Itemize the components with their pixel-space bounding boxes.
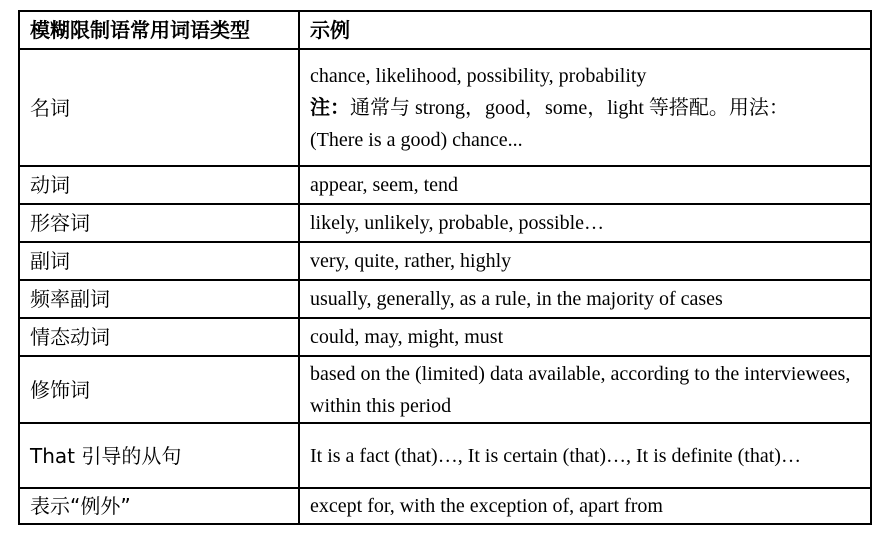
row-type: 表示“例外” <box>19 488 299 524</box>
row-type: 名词 <box>19 49 299 166</box>
row-example: It is a fact (that)…, It is certain (that)…, It is definite (that)… <box>299 423 871 488</box>
table-header-row <box>19 11 871 49</box>
table-row <box>19 318 871 356</box>
row-example: usually, generally, as a rule, in the majority of cases <box>299 280 871 318</box>
note-text: 通常与 strong，good，some，light 等搭配。用法： <box>350 96 789 119</box>
row-example: could, may, might, must <box>299 318 871 356</box>
table-row <box>19 356 871 423</box>
row-example: likely, unlikely, probable, possible… <box>299 204 871 242</box>
note-label: 注： <box>310 96 350 119</box>
row-example: very, quite, rather, highly <box>299 242 871 280</box>
row-example: appear, seem, tend <box>299 166 871 204</box>
example-usage: (There is a good) chance... <box>310 128 523 151</box>
row-type: 副词 <box>19 242 299 280</box>
table-row <box>19 204 871 242</box>
table-row <box>19 423 871 488</box>
row-type: 频率副词 <box>19 280 299 318</box>
table-row <box>19 280 871 318</box>
hedge-vocabulary-table <box>18 10 872 525</box>
table-row <box>19 49 871 166</box>
row-example: except for, with the exception of, apart from <box>299 488 871 524</box>
example-note <box>310 92 860 124</box>
table-row <box>19 242 871 280</box>
row-type: 形容词 <box>19 204 299 242</box>
row-example <box>299 49 871 166</box>
header-type: 模糊限制语常用词语类型 <box>19 11 299 49</box>
row-example: based on the (limited) data available, according to the interviewees, within this period <box>299 356 871 423</box>
table-row <box>19 488 871 524</box>
row-type: 修饰词 <box>19 356 299 423</box>
row-type: That 引导的从句 <box>19 423 299 488</box>
row-type: 动词 <box>19 166 299 204</box>
header-example: 示例 <box>299 11 871 49</box>
example-line: chance, likelihood, possibility, probability <box>310 64 647 87</box>
row-type: 情态动词 <box>19 318 299 356</box>
table-row <box>19 166 871 204</box>
